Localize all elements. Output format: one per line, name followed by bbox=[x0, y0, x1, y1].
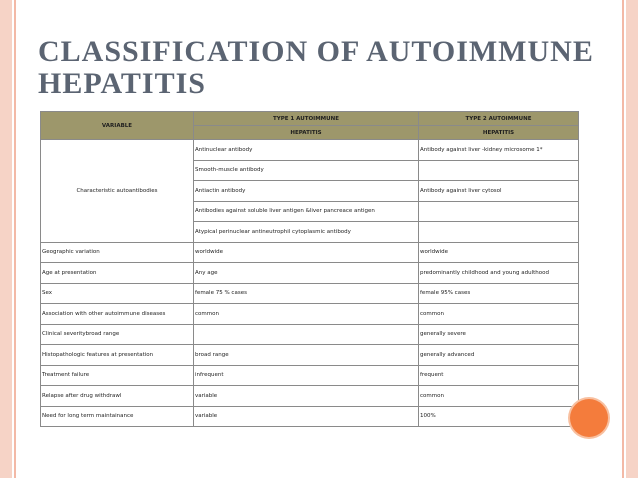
type1-cell: infrequent bbox=[194, 365, 419, 386]
table-header-row bbox=[41, 112, 579, 126]
type2-cell: 100% bbox=[419, 406, 579, 427]
classification-table bbox=[40, 111, 579, 427]
variable-cell: Clinical severitybroad range bbox=[41, 324, 194, 345]
type2-cell: generally severe bbox=[419, 324, 579, 345]
variable-cell: Relapse after drug withdrawl bbox=[41, 386, 194, 407]
antibody-type1-cell: Antiactin antibody bbox=[194, 181, 419, 202]
table-row bbox=[41, 283, 579, 304]
slide-title: CLASSIFICATION OF AUTOIMMUNE HEPATITIS bbox=[38, 35, 594, 100]
table-row bbox=[41, 263, 579, 284]
variable-cell: Association with other autoimmune diseases bbox=[41, 304, 194, 325]
type2-cell: predominantly childhood and young adulthood bbox=[419, 263, 579, 284]
right-decorative-line bbox=[622, 0, 624, 478]
header-variable: VARIABLE bbox=[41, 112, 194, 140]
type1-cell: broad range bbox=[194, 345, 419, 366]
table-row bbox=[41, 242, 579, 263]
type1-cell: common bbox=[194, 304, 419, 325]
type2-cell: female 95% cases bbox=[419, 283, 579, 304]
variable-cell: Need for long term maintainance bbox=[41, 406, 194, 427]
type2-cell: worldwide bbox=[419, 242, 579, 263]
type1-cell: worldwide bbox=[194, 242, 419, 263]
table-row bbox=[41, 140, 579, 161]
variable-cell: Age at presentation bbox=[41, 263, 194, 284]
variable-cell: Sex bbox=[41, 283, 194, 304]
left-decorative-line bbox=[14, 0, 16, 478]
antibody-type2-cell bbox=[419, 201, 579, 222]
table-row bbox=[41, 345, 579, 366]
variable-cell: Histopathologic features at presentation bbox=[41, 345, 194, 366]
left-decorative-stripe bbox=[0, 0, 12, 478]
right-decorative-stripe bbox=[626, 0, 638, 478]
header-type1-line1: TYPE 1 AUTOIMMUNE bbox=[194, 112, 419, 126]
antibody-type1-cell: Atypical perinuclear antineutrophil cytoplasmic antibody bbox=[194, 222, 419, 243]
antibody-type2-cell: Antibody against liver cytosol bbox=[419, 181, 579, 202]
antibody-type2-cell bbox=[419, 222, 579, 243]
antibody-type1-cell: Antibodies against soluble liver antigen &liver pancreace antigen bbox=[194, 201, 419, 222]
table-row bbox=[41, 406, 579, 427]
table-row bbox=[41, 304, 579, 325]
table-row bbox=[41, 365, 579, 386]
antibody-type1-cell: Smooth-muscle antibody bbox=[194, 160, 419, 181]
table-row bbox=[41, 324, 579, 345]
type1-cell: variable bbox=[194, 386, 419, 407]
type1-cell: female 75 % cases bbox=[194, 283, 419, 304]
header-type2-line2: HEPATITIS bbox=[419, 126, 579, 140]
autoantibodies-label: Characteristic autoantibodies bbox=[41, 140, 194, 243]
header-type1-line2: HEPATITIS bbox=[194, 126, 419, 140]
antibody-type2-cell bbox=[419, 160, 579, 181]
header-type2-line1: TYPE 2 AUTOIMMUNE bbox=[419, 112, 579, 126]
type1-cell bbox=[194, 324, 419, 345]
type2-cell: common bbox=[419, 304, 579, 325]
type2-cell: frequent bbox=[419, 365, 579, 386]
antibody-type2-cell: Antibody against liver -kidney microsome 1* bbox=[419, 140, 579, 161]
type2-cell: common bbox=[419, 386, 579, 407]
type2-cell: generally advanced bbox=[419, 345, 579, 366]
type1-cell: variable bbox=[194, 406, 419, 427]
type1-cell: Any age bbox=[194, 263, 419, 284]
variable-cell: Treatment failure bbox=[41, 365, 194, 386]
variable-cell: Geographic variation bbox=[41, 242, 194, 263]
antibody-type1-cell: Antinuclear antibody bbox=[194, 140, 419, 161]
table-row bbox=[41, 386, 579, 407]
orange-circle-decoration bbox=[570, 399, 608, 437]
